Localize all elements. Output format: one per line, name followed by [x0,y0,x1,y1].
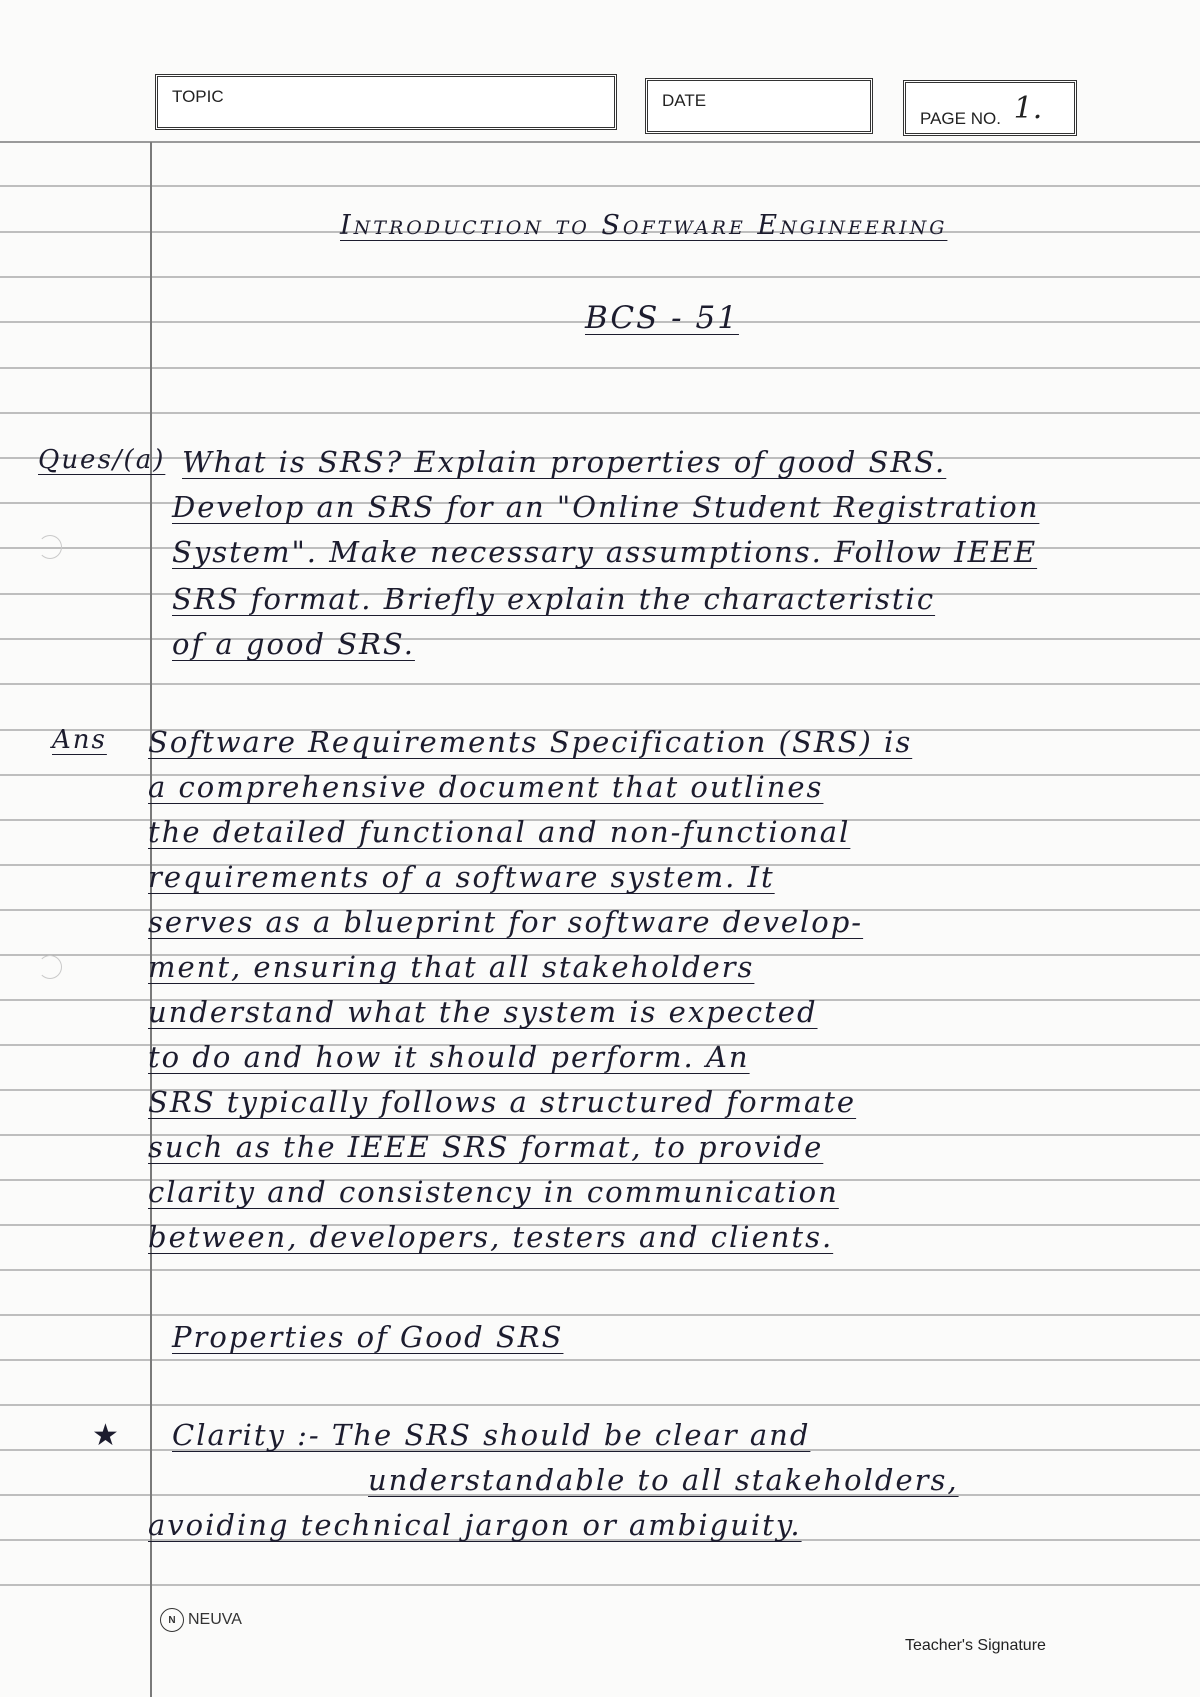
date-box [645,78,873,134]
answer-line: to do and how it should perform. An [148,1040,750,1074]
page-number-box [903,80,1077,136]
bullet-line: avoiding technical jargon or ambiguity. [148,1508,802,1542]
teacher-signature-label: Teacher's Signature [905,1637,1046,1654]
brand-logo [160,1608,242,1632]
answer-line: such as the IEEE SRS format, to provide [148,1130,824,1164]
star-icon: ★ [92,1418,121,1453]
answer-line: SRS typically follows a structured formate [148,1085,857,1119]
answer-line: a comprehensive document that outlines [148,770,824,804]
date-label: DATE [662,91,707,110]
topic-box [155,74,617,130]
bullet-line: understandable to all stakeholders, [368,1463,959,1497]
answer-line: clarity and consistency in communication [148,1175,839,1209]
topic-label: TOPIC [172,87,224,106]
question-line: SRS format. Briefly explain the characteristic [172,582,936,616]
page-number-label: PAGE NO. [920,109,1001,128]
page-number-value: 1. [1013,91,1043,126]
answer-line: between, developers, testers and clients. [148,1220,834,1254]
question-line: of a good SRS. [172,627,415,661]
punch-hole-mark [38,955,62,979]
section-heading: Properties of Good SRS [172,1320,564,1354]
answer-line: understand what the system is expected [148,995,818,1029]
brand-name: NEUVA [188,1611,242,1628]
answer-line: Software Requirements Specification (SRS) is [148,725,913,759]
question-line: System". Make necessary assumptions. Follow IEEE [172,535,1038,569]
course-code: BCS - 51 [585,300,739,336]
answer-line: requirements of a software system. It [148,860,775,894]
answer-line: ment, ensuring that all stakeholders [148,950,755,984]
answer-line: serves as a blueprint for software develop- [148,905,864,939]
brand-mark-icon: N [160,1608,184,1632]
bullet-line: Clarity :- The SRS should be clear and [172,1418,811,1452]
question-line: What is SRS? Explain properties of good SRS. [182,445,947,479]
punch-hole-mark [38,535,62,559]
page-title: Introduction to Software Engineering [340,210,948,241]
question-line: Develop an SRS for an "Online Student Registration [172,490,1040,524]
question-label: Ques/(a) [38,445,166,475]
answer-line: the detailed functional and non-functional [148,815,851,849]
answer-label: Ans [52,725,107,755]
